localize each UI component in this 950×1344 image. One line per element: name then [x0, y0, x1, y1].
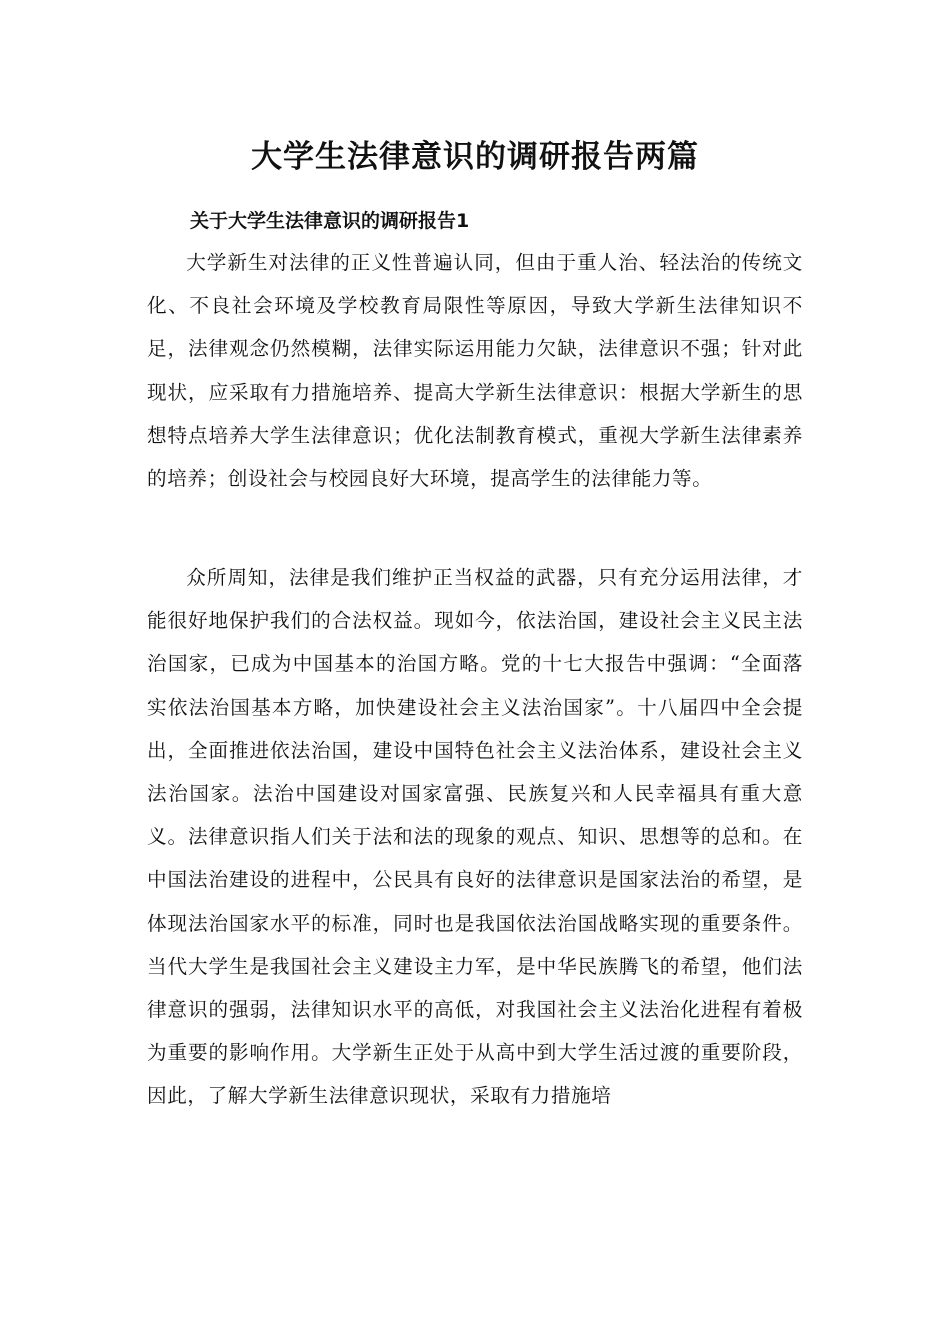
document-title: 大学生法律意识的调研报告两篇: [251, 139, 699, 175]
body-paragraph-1: 大学新生对法律的正义性普遍认同，但由于重人治、轻法治的传统文化、不良社会环境及学校教育局限性等原因，导致大学新生法律知识不足，法律观念仍然模糊，法律实际运用能力欠缺，法律意识不强；针对此现状，应采取有力措施培养、提高大学新生法律意识：根据大学新生的思想特点培养大学生法律意识；优化法制教育模式，重视大学新生法律素养的培养；创设社会与校园良好大环境，提高学生的法律能力等。: [147, 251, 803, 491]
section-heading: 关于大学生法律意识的调研报告1: [190, 210, 470, 232]
body-paragraph-2: 众所周知，法律是我们维护正当权益的武器，只有充分运用法律，才能很好地保护我们的合法权益。现如今，依法治国，建设社会主义民主法治国家，已成为中国基本的治国方略。党的十七大报告中强调：“全面落实依法治国基本方略，加快建设社会主义法治国家”。十八届四中全会提出，全面推进依法治国，建设中国特色社会主义法治体系，建设社会主义法治国家。法治中国建设对国家富强、民族复兴和人民幸福具有重大意义。法律意识指人们关于法和法的现象的观点、知识、思想等的总和。在中国法治建设的进程中，公民具有良好的法律意识是国家法治的希望，是体现法治国家水平的标准，同时也是我国依法治国战略实现的重要条件。当代大学生是我国社会主义建设主力军，是中华民族腾飞的希望，他们法律意识的强弱，法律知识水平的高低，对我国社会主义法治化进程有着极为重要的影响作用。大学新生正处于从高中到大学生活过渡的重要阶段，因此，了解大学新生法律意识现状，采取有力措施培: [147, 566, 803, 1108]
